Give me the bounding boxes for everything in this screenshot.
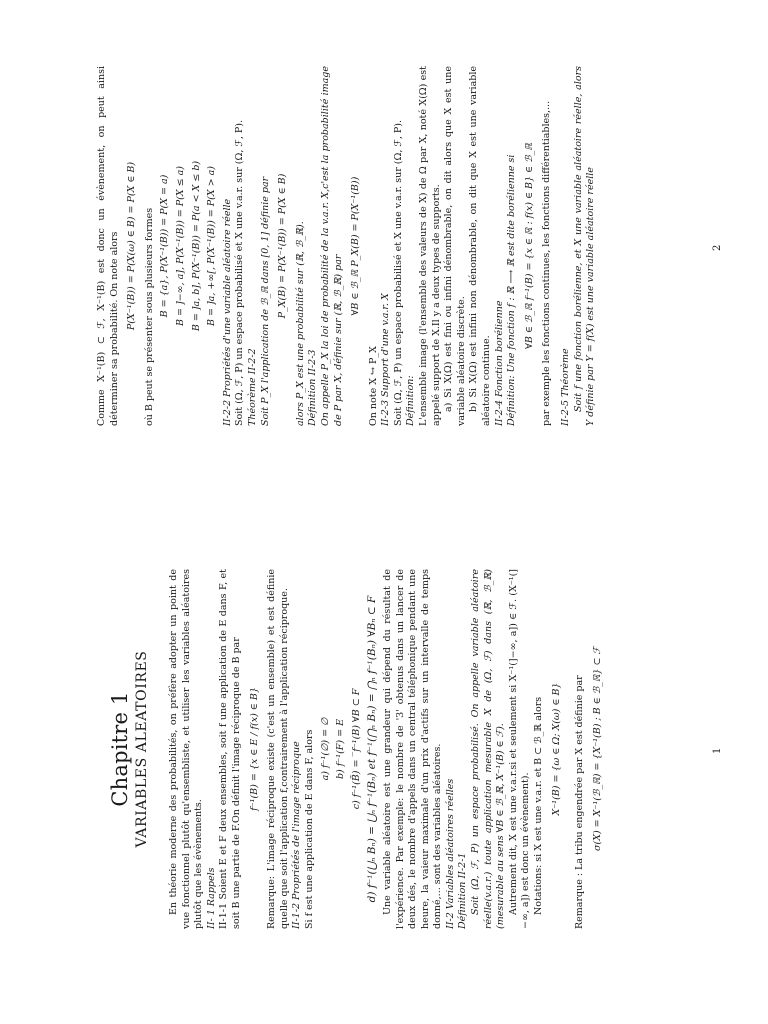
theorem-heading-225: II-2-5 Théorème — [560, 348, 571, 426]
definition-preimage: II-1-1 Soient E et F deux ensembles, soit f une application de E dans F, et soit B une partie de F.On définit l'image réciproque de B par — [218, 569, 242, 929]
definition-heading-223: Définition II-2-3 — [307, 349, 319, 426]
section-heading-borel: II-2-4 Fonction borélienne — [493, 300, 505, 426]
page-number-two: 2 — [712, 244, 723, 251]
theorem-heading-222: Théorème II-2-2 — [246, 348, 258, 426]
form-right-interval: B = ]a, +∞[, P(X⁻¹(B)) = P(X > a) — [206, 165, 218, 327]
notations-line: Notations: si X est une v.a.r. et B ⊂ ℬ_ℝ alors — [533, 696, 545, 915]
page2-intro: Comme X⁻¹(B) ⊂ ℱ, X⁻¹(B) est donc un évènement, on peut ainsi déterminer sa probabilité. On note alors — [96, 66, 120, 426]
remark-tribu: Remarque : La tribu engendrée par X est définie par — [574, 675, 586, 929]
section-heading-support: II-2-3 Support d'une v.a.r. X — [380, 293, 392, 426]
equation-law: ∀B ∈ ℬ_ℝ P_X(B) = P(X⁻¹(B)) — [350, 176, 362, 316]
section-heading-real-rv: II-2 Variables aléatoires réelles — [444, 778, 456, 929]
equivalent-definition: Autrement dit, X est une v.a.r.si et seulement si X⁻¹(]−∞, a]) ∈ ℱ. (X⁻¹(]−∞, a]) est donc un évènement). — [507, 569, 532, 929]
definition-heading-221: Définition II-2-1 — [457, 852, 469, 929]
section-heading-properties-rv: II-2-2 Propriétés d'une variable aléatoire réelle — [221, 198, 233, 426]
support-continuous: b) Si X(Ω) est infini non dénombrable, on dit que X est une variable aléatoire continue. — [468, 66, 493, 426]
section-heading-properties: II-1-2 Propriétés de l'image réciproque — [291, 741, 303, 929]
property-d: d) f⁻¹(⋃ₙ Bₙ) = ⋃ₙ f⁻¹(Bₙ) et f⁻¹(⋂ₙ Bₙ) = ⋂ₙ f⁻¹(Bₙ) ∀Bₙ ⊂ F — [366, 595, 379, 903]
chapter-subtitle: VARIABLES ALEATOIRES — [134, 650, 150, 848]
notation-px: On note X ↪ P_X — [367, 346, 379, 426]
form-bounded-interval: B = ]a, b], P(X⁻¹(B)) = P(a < X ≤ b) — [190, 160, 202, 332]
definition-support: L'ensemble image (l'ensemble des valeurs de X) de Ω par X, noté X(Ω) est appelé support de X.Il y a deux types de supports. — [418, 66, 442, 426]
properties-rv-text: Soit (Ω, ℱ, P) un espace probabilisé et X une v.a.r. sur (Ω, ℱ, P). — [234, 119, 246, 426]
page-one — [108, 569, 609, 929]
theorem-222-text: Soit P_X l'application de ℬ_ℝ dans [0, 1] définie par — [259, 176, 271, 426]
equation-probability: P(X⁻¹(B)) = P(X(ω) ∈ B) = P(X ∈ B) — [126, 161, 138, 331]
support-discrete: a) Si X(Ω) est fini ou infini dénombrable, on dit alors que X est une variable aléatoire discrète. — [443, 66, 467, 426]
remark-preimage: Remarque: L'image réciproque existe (c'est un ensemble) et est définie quelle que soit l'application f,contrairement à l'application réciproque. — [266, 569, 290, 929]
property-c: c) f⁻¹(B̄) = ‾f⁻¹(B) ∀B ⊂ F — [350, 688, 362, 810]
property-a: a) f⁻¹(∅) = ∅ — [319, 717, 331, 781]
px-conclusion: alors P_X est une probabilité sur (ℝ, ℬ_ℝ). — [294, 221, 306, 426]
random-variable-paragraph: Une variable aléatoire est une grandeur qui dépend du résultat de l'expérience. Par exemple: le nombre de '3' obtenus dans un lancer de deux dés, le nombre d'appels dans un central téléphonique pendant une heure, la vaieur maximale d'un prix d'actifs sur un intervalle de temps donné,... sont des variables aléatoires. — [381, 569, 444, 929]
forms-list — [159, 66, 218, 426]
definition-borel: Définition: Une fonction f : ℝ ⟶ ℝ est dite borélienne si — [506, 154, 518, 426]
support-text: Soit (Ω, ℱ, P) un espace probabilisé et X une v.a.r. sur (Ω, ℱ, P). — [392, 119, 404, 426]
form-left-interval: B = ]−∞, a], P(X⁻¹(B)) = P(X ≤ a) — [174, 165, 186, 327]
section-heading-rappels: II- 1 Rappels — [205, 867, 217, 929]
equation-notation: X⁻¹(B) = {ω ∈ Ω; X(ω) ∈ B} — [550, 682, 562, 816]
equation-tribu: σ(X) = X⁻¹(ℬ_ℝ) = {X⁻¹(B) ; B ∈ ℬ_ℝ} ⊂ ℱ — [591, 647, 603, 851]
equation-borel: ∀B ∈ ℬ_ℝ f⁻¹(B) = {x ∈ ℝ : f(x) ∈ B} ∈ ℬ_ℝ — [523, 143, 535, 349]
chapter-title: Chapitre 1 — [108, 691, 132, 807]
properties-list — [320, 569, 379, 929]
page-number-one: 1 — [712, 747, 723, 754]
definition-real-rv: Soit (Ω, ℱ, P) un espace probabilisé. On appelle variable aléatoire réelle(v.a.r.) toute application mesurable X de (Ω, ℱ) dans (ℝ, ℬ_ℝ)(mesurable au sens ∀B ∈ ℬ_ℝ, X⁻¹(B) ∈ ℱ). — [470, 569, 507, 929]
definition-label: Définition: — [405, 375, 417, 426]
property-b: b) f⁻¹(F) = E — [335, 718, 347, 780]
equation-px: P_X(B) = P(X⁻¹(B)) = P(X ∈ B) — [277, 173, 289, 319]
definition-223-text: On appelle P_X la loi de probabilité de la v.a.r. X,c'est la probabilité image de P par X, définie sur (ℝ, ℬ_ℝ) par — [319, 66, 344, 426]
equation-preimage: f⁻¹(B) = {x ∈ E / f(x) ∈ B} — [248, 687, 260, 811]
borel-examples: par exemple les fonctions continues, les fonctions différentiables,... — [541, 100, 553, 426]
form-singleton: B = {a}, P(X⁻¹(B)) = P(X = a) — [159, 174, 171, 318]
theorem-225-text: Soit f une fonction borélienne, et X une variable aléatoire réelle, alors Y définie par Y = f(X) est une variable aléatoire réelle — [572, 66, 597, 426]
properties-intro: Si f est une application de E dans F, alors — [303, 729, 315, 929]
intro-paragraph: En théorie moderne des probabilités, on préfère adopter un point de vue fonctionnel plutôt qu'ensembliste, et utiliser les variables aléatoires plutôt que les évènements. — [168, 569, 205, 929]
page-two — [96, 66, 598, 426]
forms-intro: où B peut se présenter sous plusieurs formes — [143, 207, 155, 426]
